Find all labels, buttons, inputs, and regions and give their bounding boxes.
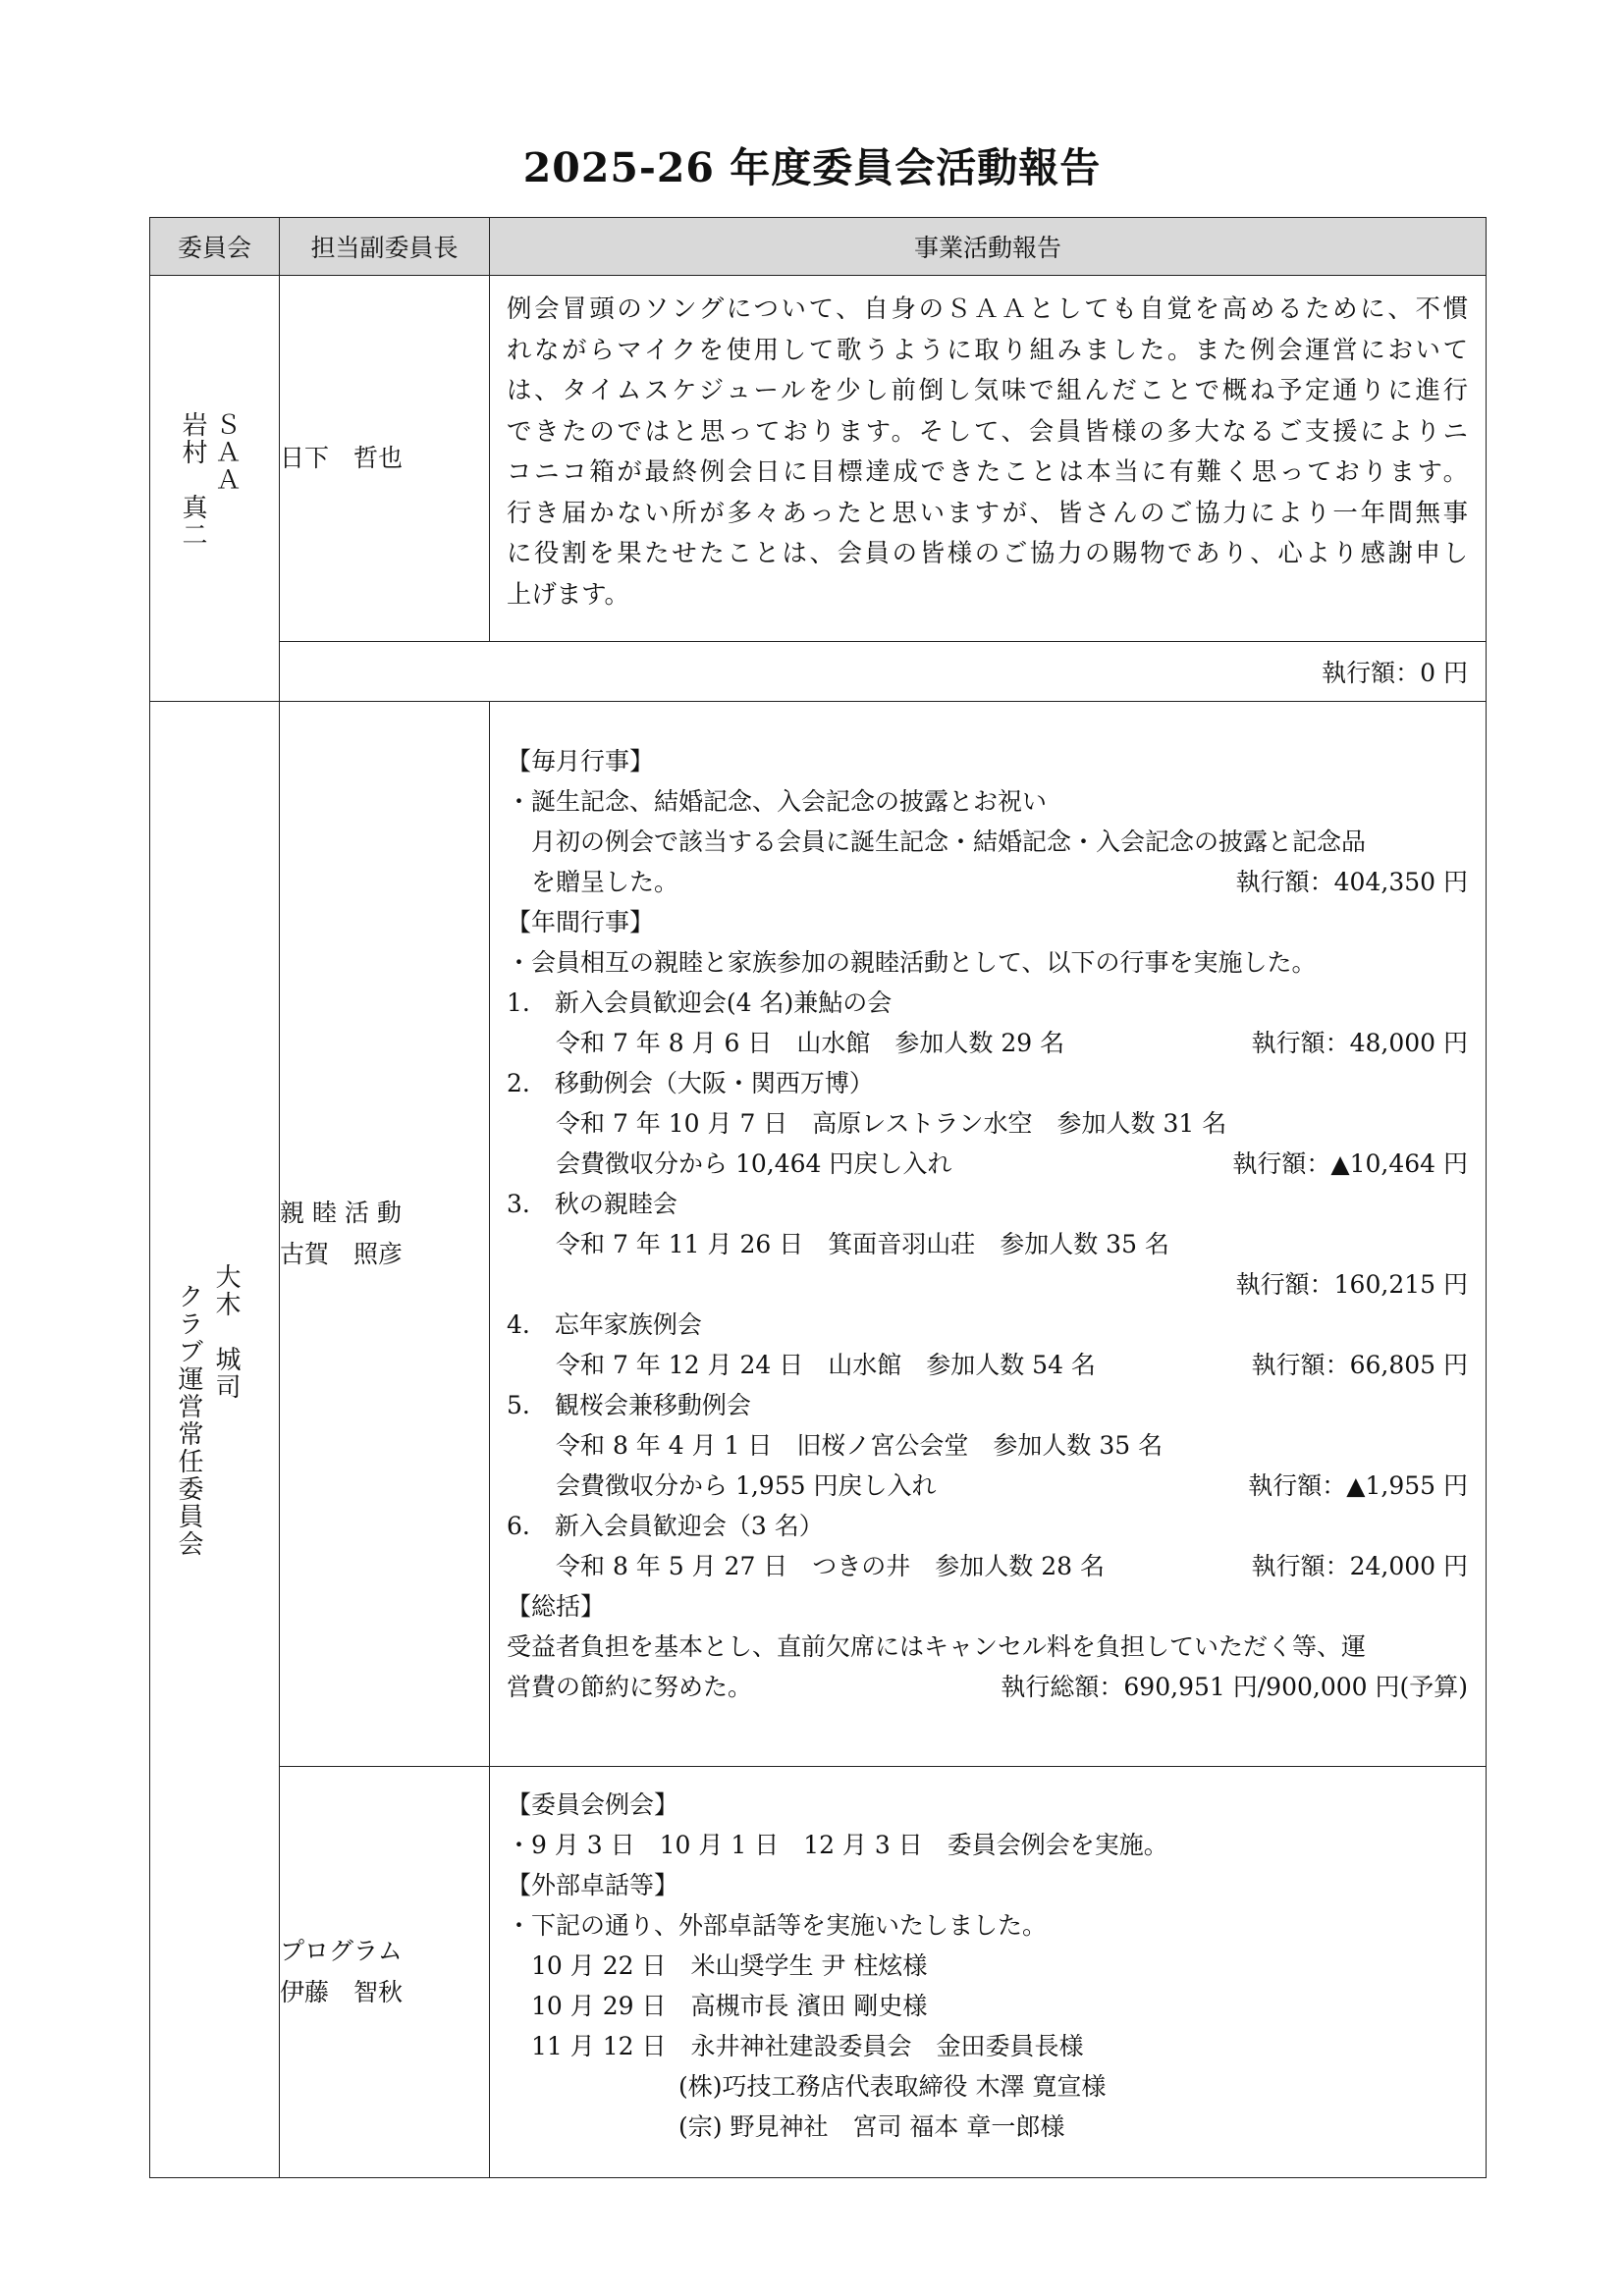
report-line	[507, 1667, 1468, 1707]
header-committee: 委員会	[150, 218, 280, 276]
report-line	[507, 781, 1468, 822]
line-text: 4. 忘年家族例会	[507, 1310, 702, 1339]
line-text: 令和 7 年 10 月 7 日 高原レストラン水空 参加人数 31 名	[507, 1109, 1227, 1138]
report-line	[507, 1627, 1468, 1667]
execution-amount: 執行額：404,350 円	[1235, 868, 1468, 896]
report-line	[507, 1506, 1468, 1546]
report-line	[507, 1586, 1468, 1627]
line-text: 【毎月行事】	[507, 747, 655, 775]
report-line	[507, 1184, 1468, 1224]
execution-amount: 執行総額：690,951 円/900,000 円(予算)	[1001, 1673, 1468, 1701]
line-text: 営費の節約に努めた。	[507, 1673, 753, 1701]
report-line	[507, 1224, 1468, 1264]
report-line	[507, 1345, 1468, 1385]
report-line	[507, 1063, 1468, 1103]
report-line: 11 月 12 日 永井神社建設委員会 金田委員長様	[507, 2032, 1084, 2060]
report-line: 行き届かない所が多々あったと思いますが、皆さんのご協力により一年間無事	[507, 497, 1468, 527]
header-vice-chair: 担当副委員長	[280, 218, 490, 276]
execution-amount: 執行額：66,805 円	[1251, 1351, 1468, 1379]
execution-amount: 執行額：160,215 円	[1235, 1270, 1468, 1299]
club-committee-cell	[150, 702, 280, 2178]
header-report: 事業活動報告	[490, 218, 1487, 276]
saa-execution-row	[150, 642, 1487, 702]
report-line: に役割を果たせたことは、会員の皆様のご協力の賜物であり、心より感謝申し	[507, 538, 1468, 567]
line-text: 令和 8 年 4 月 1 日 旧桜ノ宮公会堂 参加人数 35 名	[507, 1431, 1164, 1460]
saa-report-row	[150, 276, 1487, 642]
report-line: 10 月 29 日 高槻市長 濱田 剛史様	[507, 1992, 928, 2020]
report-line	[507, 1425, 1468, 1466]
saa-execution-amount: 執行額：0 円	[280, 642, 1487, 702]
report-line	[507, 862, 1468, 902]
program-vice-chair-cell	[280, 1767, 490, 2178]
line-text: 令和 7 年 11 月 26 日 箕面音羽山荘 参加人数 35 名	[507, 1230, 1169, 1258]
execution-amount: 執行額：24,000 円	[1251, 1552, 1468, 1580]
saa-vice-chair: 日下 哲也	[280, 444, 404, 472]
line-text: ・誕生記念、結婚記念、入会記念の披露とお祝い	[507, 787, 1048, 816]
line-text: を贈呈した。	[507, 868, 679, 896]
report-line	[507, 1103, 1468, 1144]
fellowship-vice-chair-cell	[280, 702, 490, 1767]
header-row	[150, 218, 1487, 276]
report-line	[507, 1305, 1468, 1345]
line-text: 令和 7 年 8 月 6 日 山水館 参加人数 29 名	[507, 1029, 1065, 1057]
report-line: できたのではと思っております。そして、会員皆様の多大なるご支援によりニ	[507, 415, 1468, 446]
report-line	[507, 1466, 1468, 1506]
fellowship-row	[150, 702, 1487, 1767]
line-text: 令和 8 年 5 月 27 日 つきの井 参加人数 28 名	[507, 1552, 1106, 1580]
line-text: 5. 観桜会兼移動例会	[507, 1391, 751, 1419]
report-line	[507, 822, 1468, 862]
fellowship-report-cell	[490, 702, 1487, 1767]
line-text: 受益者負担を基本とし、直前欠席にはキャンセル料を負担していただく等、運	[507, 1632, 1367, 1661]
line-text: 1. 新入会員歓迎会(4 名)兼鮎の会	[507, 988, 893, 1017]
fellowship-section-name: 親 睦 活 動	[280, 1199, 402, 1227]
report-line	[507, 1144, 1468, 1184]
execution-amount: 執行額：▲10,464 円	[1232, 1149, 1468, 1178]
line-text: 【年間行事】	[507, 908, 655, 936]
report-line	[507, 1385, 1468, 1425]
line-text: ・会員相互の親睦と家族参加の親睦活動として、以下の行事を実施した。	[507, 948, 1317, 977]
report-line: (株)巧技工務店代表取締役 木澤 寛宣様	[507, 2072, 1107, 2101]
program-row	[150, 1767, 1487, 2178]
report-line	[507, 741, 1468, 781]
line-text: 6. 新入会員歓迎会（3 名）	[507, 1512, 824, 1540]
report-line	[507, 1546, 1468, 1586]
report-line: れながらマイクを使用して歌うように取り組みました。また例会運営において	[507, 334, 1468, 364]
saa-chair-name: 岩村 真二	[178, 411, 207, 549]
saa-committee-cell	[150, 276, 280, 702]
report-line	[507, 983, 1468, 1023]
saa-vice-chair-cell	[280, 276, 490, 642]
line-text: 会費徴収分から 10,464 円戻し入れ	[507, 1149, 952, 1178]
line-text: 会費徴収分から 1,955 円戻し入れ	[507, 1471, 937, 1500]
line-text: 2. 移動例会（大阪・関西万博）	[507, 1069, 874, 1097]
report-line	[507, 1023, 1468, 1063]
report-line: 例会冒頭のソングについて、自身のＳＡＡとしても自覚を高めるために、不慣	[507, 294, 1468, 323]
line-text: 令和 7 年 12 月 24 日 山水館 参加人数 54 名	[507, 1351, 1096, 1379]
club-committee-name: クラブ運営常任委員会	[174, 1283, 203, 1558]
report-table	[149, 217, 1487, 2178]
report-line	[507, 1264, 1468, 1305]
line-text: 【総括】	[507, 1592, 606, 1621]
report-line: コニコ箱が最終例会日に目標達成できたことは本当に有難く思っております。	[507, 456, 1468, 486]
report-line: ・下記の通り、外部卓話等を実施いたしました。	[507, 1911, 1048, 1940]
report-line: (宗) 野見神社 宮司 福本 章一郎様	[507, 2112, 1065, 2141]
line-text: 月初の例会で該当する会員に誕生記念・結婚記念・入会記念の披露と記念品	[507, 828, 1367, 856]
club-chair-name: 大木 城司	[211, 1263, 241, 1401]
program-section-name: プログラム	[280, 1937, 403, 1965]
execution-amount: 執行額：48,000 円	[1251, 1029, 1468, 1057]
program-report-cell	[490, 1767, 1487, 2178]
execution-amount: 執行額：▲1,955 円	[1248, 1471, 1468, 1500]
page-title: 2025-26 年度委員会活動報告	[522, 144, 1102, 191]
saa-committee-name: ＳＡＡ	[211, 411, 241, 494]
saa-report-cell	[490, 276, 1487, 642]
line-text: 3. 秋の親睦会	[507, 1190, 677, 1218]
fellowship-vice-chair: 古賀 照彦	[280, 1240, 404, 1268]
report-line: 【委員会例会】	[507, 1790, 679, 1819]
report-line: ・9 月 3 日 10 月 1 日 12 月 3 日 委員会例会を実施。	[507, 1831, 1168, 1859]
program-vice-chair: 伊藤 智秋	[280, 1978, 404, 2006]
report-line: は、タイムスケジュールを少し前倒し気味で組んだことで概ね予定通りに進行	[507, 375, 1468, 404]
report-line: 【外部卓話等】	[507, 1871, 679, 1899]
report-line: 上げます。	[507, 578, 629, 609]
report-line	[507, 942, 1468, 983]
report-line: 10 月 22 日 米山奨学生 尹 柱炫様	[507, 1951, 928, 1980]
report-line	[507, 902, 1468, 942]
